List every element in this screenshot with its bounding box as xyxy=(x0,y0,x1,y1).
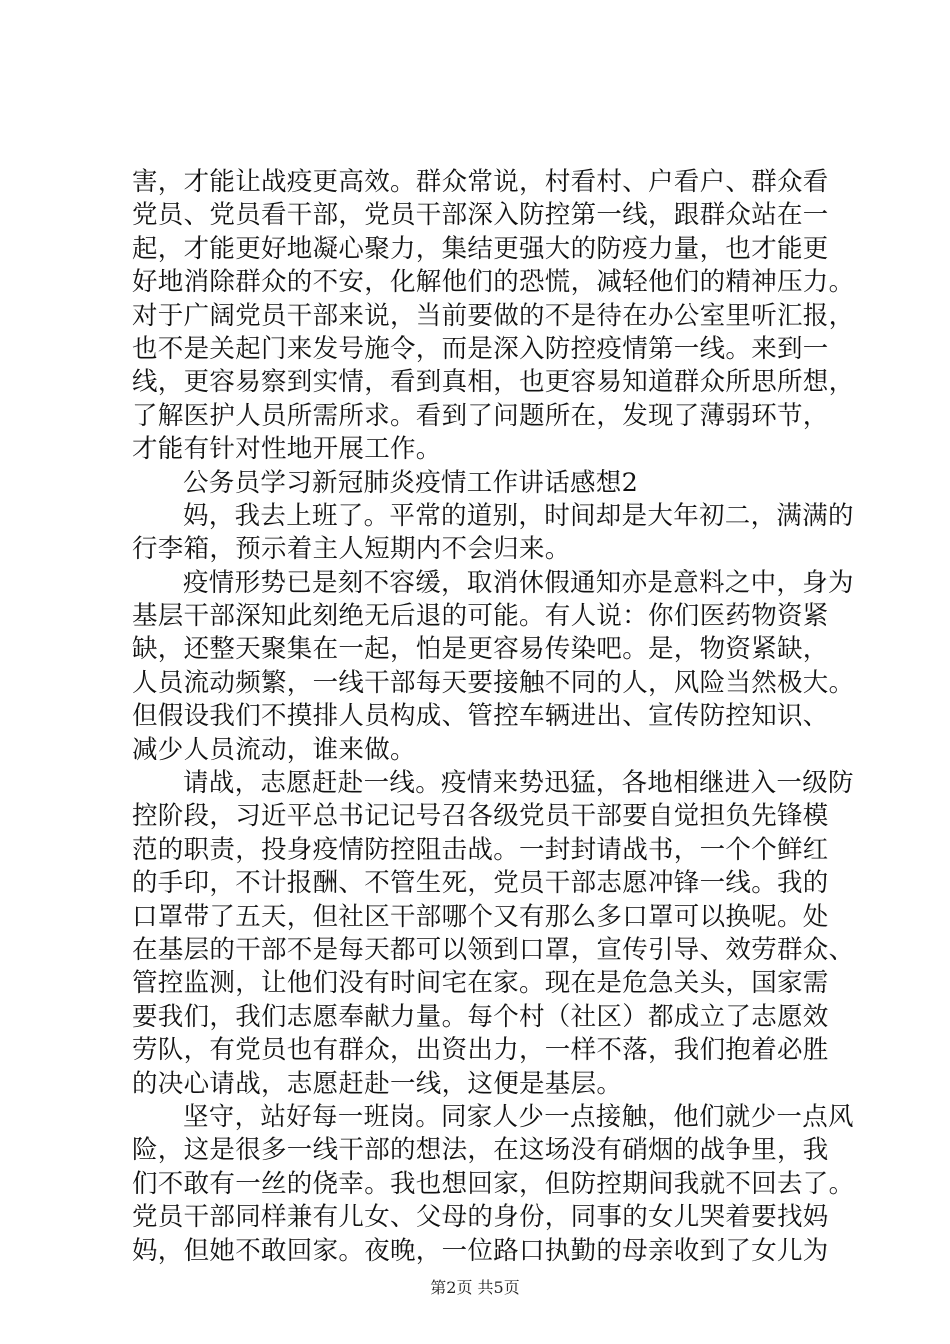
text-line: 们不敢有一丝的侥幸。我也想回家，但防控期间我就不回去了。 xyxy=(132,1168,855,1199)
text-line: 范的职责，投身疫情防控阻击战。一封封请战书，一个个鲜红 xyxy=(132,834,829,865)
text-line: 人员流动频繁，一线干部每天要接触不同的人，风险当然极大。 xyxy=(132,667,855,698)
text-line: 险，这是很多一线干部的想法，在这场没有硝烟的战争里，我 xyxy=(132,1135,829,1166)
text-line: 疫情形势已是刻不容缓，取消休假通知亦是意料之中，身为 xyxy=(183,567,854,598)
text-line: 口罩带了五天，但社区干部哪个又有那么多口罩可以换呢。处 xyxy=(132,901,829,932)
text-line: 缺，还整天聚集在一起，怕是更容易传染吧。是，物资紧缺， xyxy=(132,634,829,665)
text-line: 请战，志愿赶赴一线。疫情来势迅猛，各地相继进入一级防 xyxy=(183,768,854,799)
text-line: 基层干部深知此刻绝无后退的可能。有人说：你们医药物资紧 xyxy=(132,601,829,632)
text-line: 但假设我们不摸排人员构成、管控车辆进出、宣传防控知识、 xyxy=(132,701,829,732)
document-body xyxy=(132,166,855,1268)
text-line: 管控监测，让他们没有时间宅在家。现在是危急关头，国家需 xyxy=(132,968,829,999)
text-line: 的手印，不计报酬、不管生死，党员干部志愿冲锋一线。我的 xyxy=(132,868,829,899)
text-line: 行李箱，预示着主人短期内不会归来。 xyxy=(132,534,571,565)
text-line: 公务员学习新冠肺炎疫情工作讲话感想2 xyxy=(183,467,639,498)
text-line: 劳队，有党员也有群众，出资出力，一样不落，我们抱着必胜 xyxy=(132,1035,829,1066)
page-footer: 第2页 共5页 xyxy=(430,1278,520,1297)
text-line: 了解医护人员所需所求。看到了问题所在，发现了薄弱环节， xyxy=(132,400,829,431)
text-line: 的决心请战，志愿赶赴一线，这便是基层。 xyxy=(132,1068,623,1099)
text-line: 在基层的干部不是每天都可以领到口罩，宣传引导、效劳群众、 xyxy=(132,934,855,965)
text-line: 党员干部同样兼有儿女、父母的身份，同事的女儿哭着要找妈 xyxy=(132,1202,829,1233)
text-line: 党员、党员看干部，党员干部深入防控第一线，跟群众站在一 xyxy=(132,200,829,231)
text-line: 妈，我去上班了。平常的道别，时间却是大年初二，满满的 xyxy=(183,500,854,531)
text-line: 控阶段，习近平总书记记号召各级党员干部要自觉担负先锋模 xyxy=(132,801,829,832)
text-line: 害，才能让战疫更高效。群众常说，村看村、户看户、群众看 xyxy=(132,167,829,197)
text-line: 好地消除群众的不安，化解他们的恐慌，减轻他们的精神压力。 xyxy=(132,267,855,298)
text-line: 也不是关起门来发号施令，而是深入防控疫情第一线。来到一 xyxy=(132,333,829,364)
text-line: 才能有针对性地开展工作。 xyxy=(132,434,442,465)
text-line: 坚守，站好每一班岗。同家人少一点接触，他们就少一点风 xyxy=(183,1101,854,1132)
text-line: 减少人员流动，谁来做。 xyxy=(132,734,416,765)
text-line: 要我们，我们志愿奉献力量。每个村（社区）都成立了志愿效 xyxy=(132,1001,829,1032)
text-line: 线，更容易察到实情，看到真相，也更容易知道群众所思所想， xyxy=(132,367,855,398)
text-line: 起，才能更好地凝心聚力，集结更强大的防疫力量，也才能更 xyxy=(132,233,829,264)
text-line: 妈，但她不敢回家。夜晚，一位路口执勤的母亲收到了女儿为 xyxy=(132,1235,829,1266)
text-line: 对于广阔党员干部来说，当前要做的不是待在办公室里听汇报， xyxy=(132,300,855,331)
